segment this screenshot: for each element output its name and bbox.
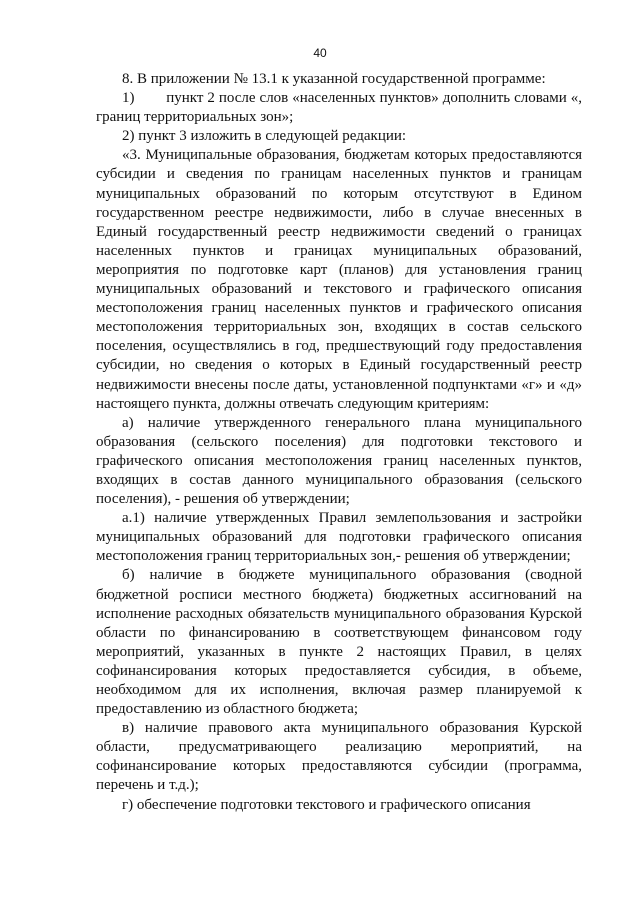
paragraph-item-8: 8. В приложении № 13.1 к указанной государственной программе: [122, 71, 546, 87]
document-body [96, 70, 582, 815]
paragraph-subitem-2: 2) пункт 3 изложить в следующей редакции: [122, 128, 407, 145]
paragraph-criterion-b: б) наличие в бюджете муниципального образования (сводной бюджетной росписи местного бюджета) бюджетных ассигнований на исполнение расходных обязательств муниципального образования Курской области по финансированию в соответствующем финансовом году мероприятий, указанных в пункте 2 настоящих Правил, в целях софинансирования которых предоставляется субсидия, в объеме, необходимом для их исполнения, включая размер планируемой к предоставлению из областного бюджета; [96, 567, 582, 718]
paragraph-subitem-1: 1) пункт 2 после слов «населенных пунктов» дополнить словами «, границ территориальных зон»; [96, 90, 582, 126]
paragraph-criterion-v: в) наличие правового акта муниципального образования Курской области, предусматривающего реализацию мероприятий, на софинансирование которых предоставляются субсидии (программа, перечень и т.д.); [96, 720, 582, 794]
paragraph-criterion-a: а) наличие утвержденного генерального плана муниципального образования (сельского поселения) для подготовки текстового и графического описания местоположения границ населенных пунктов, входящих в состав данного муниципального образования (сельского поселения), - решения об утверждении; [96, 414, 582, 508]
page-number: 40 [313, 46, 327, 60]
paragraph-criterion-a1: а.1) наличие утвержденных Правил землепользования и застройки муниципальных образований для подготовки графического описания местоположения границ территориальных зон,- решения об утверждении; [96, 510, 582, 565]
paragraph-point-3: «3. Муниципальные образования, бюджетам которых предоставляются субсидии и сведения по границам населенных пунктов и границам муниципальных образований по которым отсутствуют в Едином государственном реестре недвижимости, либо в случае внесенных в Единый государственный реестр недвижимости сведений о границах населенных пунктов и границах муниципальных образований, мероприятия по подготовке карт (планов) для установления границ муниципальных образований и текстового и графического описания местоположения границ населенных пунктов и графического описания местоположения территориальных зон, входящих в состав сельского поселения, осуществлялись в год, предшествующий году предоставления субсидии, но сведения о которых в Единый государственный реестр недвижимости внесены после даты, установленной подпунктами «г» и «д» настоящего пункта, должны отвечать следующим критериям: [96, 147, 582, 412]
paragraph-criterion-g: г) обеспечение подготовки текстового и графического описания [122, 796, 531, 813]
